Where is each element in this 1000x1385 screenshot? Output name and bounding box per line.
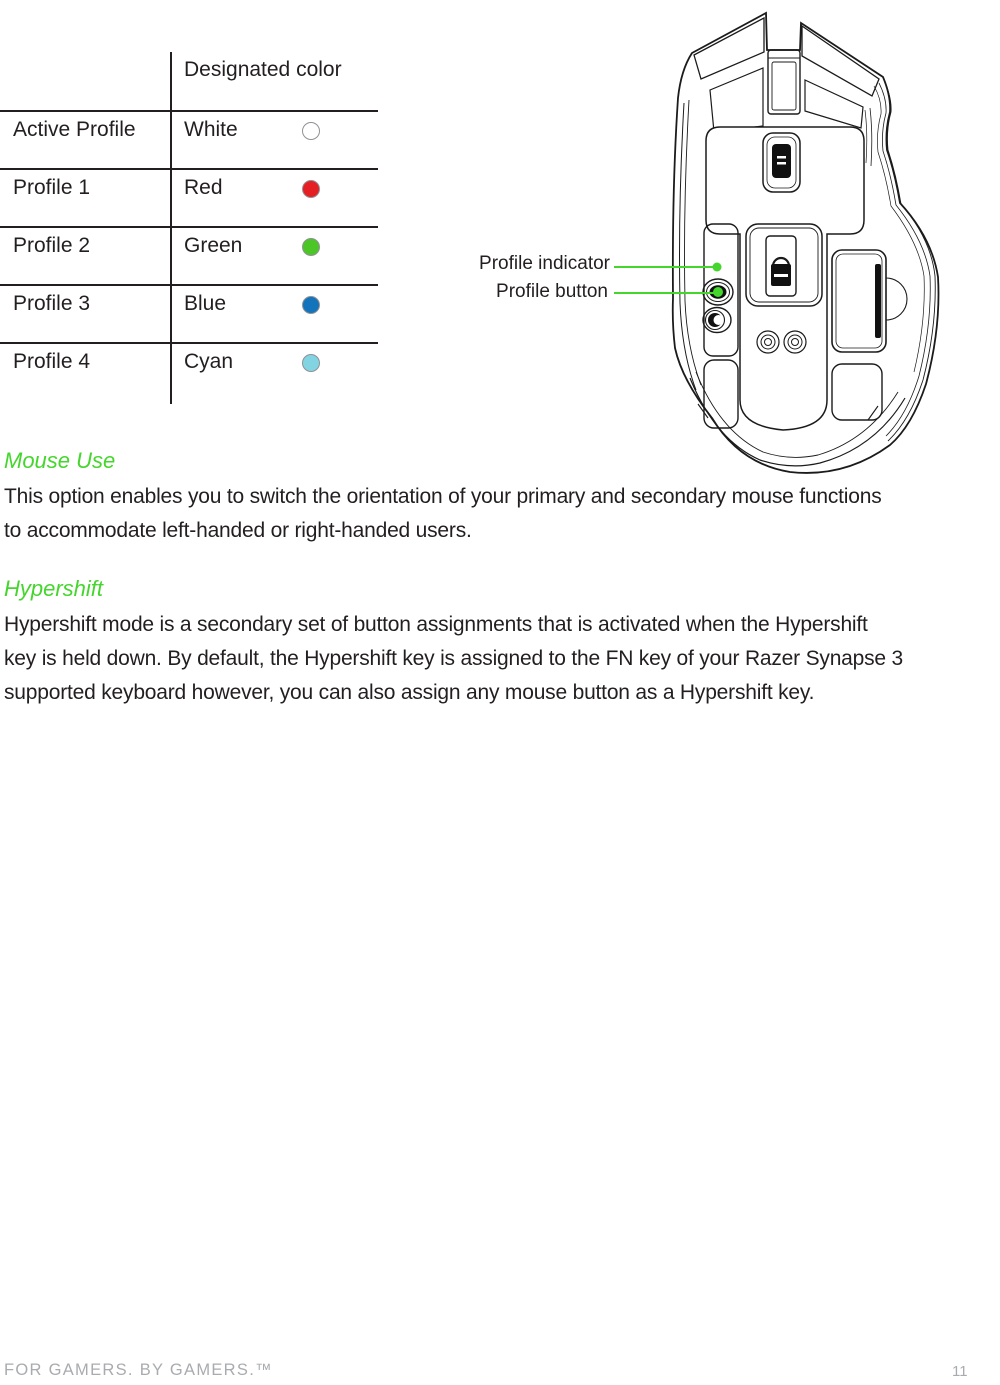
- paragraph-line: supported keyboard however, you can also assign any mouse button as a Hypershift key.: [4, 681, 815, 704]
- table-row: [0, 344, 378, 404]
- paragraph-line: Hypershift mode is a secondary set of button assignments that is activated when the Hypershift: [4, 613, 868, 636]
- profile-label: Profile 1: [13, 176, 91, 199]
- hypershift-paragraph: [4, 608, 903, 710]
- designated-color-header-cell: [170, 52, 378, 110]
- table-row: [0, 286, 378, 344]
- color-dot-green: [302, 238, 320, 256]
- paragraph-line: key is held down. By default, the Hypershift key is assigned to the FN key of your Razer Synapse 3: [4, 647, 904, 670]
- section-heading-hypershift: Hypershift: [4, 576, 104, 601]
- color-dot-cyan: [302, 354, 320, 372]
- page-number: 11: [952, 1363, 968, 1380]
- footer-tagline: FOR GAMERS. BY GAMERS.™: [4, 1361, 273, 1379]
- paragraph-line: to accommodate left-handed or right-handed users.: [4, 519, 472, 542]
- profile-indicator-led: [713, 263, 722, 272]
- table-row: [0, 228, 378, 286]
- paragraph-line: This option enables you to switch the orientation of your primary and secondary mouse functions: [4, 485, 882, 508]
- designated-color-header: Designated color: [184, 58, 342, 81]
- profile-label: Active Profile: [13, 118, 136, 141]
- empty-header-cell: [0, 52, 170, 110]
- profile-label: Profile 3: [13, 292, 91, 315]
- profile-indicator-label: Profile indicator: [479, 253, 610, 274]
- color-name: Red: [184, 176, 223, 199]
- indicator-leader-line: [614, 266, 713, 268]
- table-header-row: [0, 52, 378, 112]
- color-dot-blue: [302, 296, 320, 314]
- mouse-use-paragraph: [4, 480, 882, 548]
- color-dot-red: [302, 180, 320, 198]
- color-name: Green: [184, 234, 243, 257]
- color-name: Cyan: [184, 350, 234, 373]
- profile-color-table: [0, 52, 378, 404]
- section-heading-mouse-use: Mouse Use: [4, 448, 116, 473]
- color-dot-white: [302, 122, 320, 140]
- color-name: White: [184, 118, 238, 141]
- color-name: Blue: [184, 292, 227, 315]
- table-row: [0, 170, 378, 228]
- profile-label: Profile 2: [13, 234, 91, 257]
- power-slider: [772, 144, 791, 178]
- button-leader-line: [614, 292, 714, 294]
- profile-button-label: Profile button: [496, 281, 608, 302]
- table-row: [0, 112, 378, 170]
- profile-label: Profile 4: [13, 350, 91, 373]
- mouse-bottom-illustration: [660, 8, 940, 478]
